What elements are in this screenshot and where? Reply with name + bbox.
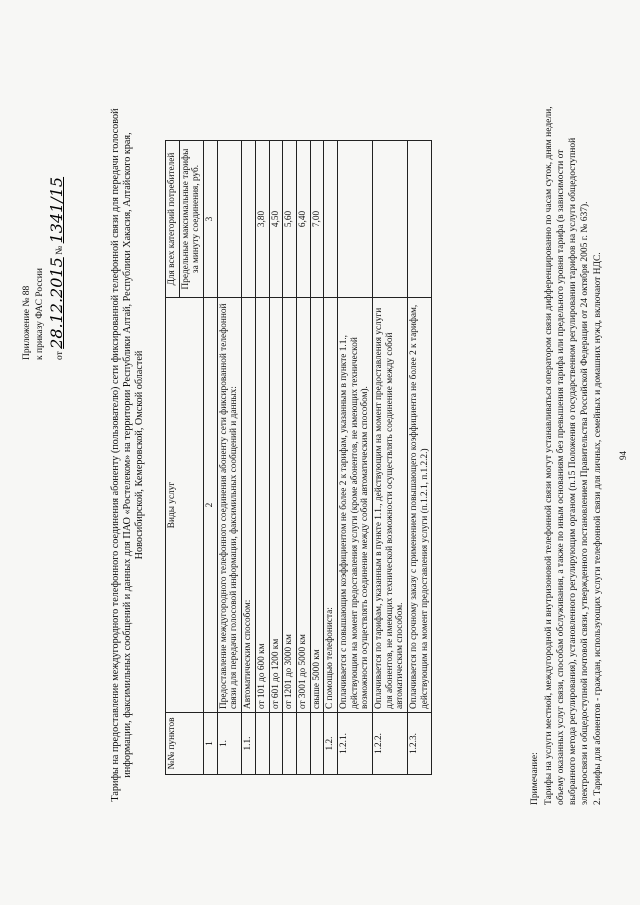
- table-row: [217, 141, 241, 775]
- service-description: С помощью телефониста:: [324, 298, 338, 713]
- service-description: Предоставление междугородного телефонного соединения абоненту сети фиксированной телефонной связи для передачи голосовой информации, факсимильных сообщений и данных:: [217, 298, 241, 713]
- item-number: [283, 713, 297, 775]
- table-header-row: [166, 141, 180, 775]
- tariff-value: 4,50: [269, 141, 283, 298]
- column-header-consumer-category: Для всех категорий потребителей: [166, 141, 180, 298]
- page-number: 94: [618, 451, 628, 460]
- tariff-value: [337, 141, 372, 298]
- item-number: [310, 713, 324, 775]
- item-number: 1.2.1.: [337, 713, 372, 775]
- tariff-value: [242, 141, 256, 298]
- tariff-value: [408, 141, 432, 298]
- tariff-table: [165, 140, 432, 775]
- table-row: [310, 141, 324, 775]
- column-index-row: [204, 141, 218, 775]
- column-header-max-tariff: Предельные максимальные тарифы за минуту соединения, руб.: [179, 141, 203, 298]
- tariff-value: 7,00: [310, 141, 324, 298]
- service-description: свыше 5000 км: [310, 298, 324, 713]
- item-number: 1.: [217, 713, 241, 775]
- order-reference-block: [22, 160, 68, 360]
- column-index: 2: [204, 298, 218, 713]
- tariff-value: 3,80: [255, 141, 269, 298]
- tariff-value: 6,40: [296, 141, 310, 298]
- table-row: [408, 141, 432, 775]
- service-description: Оплачивается по тарифам, указанным в пункте 1.1., действующим на момент предоставления услуги для абонентов, не имеющих технической возможности осуществлять соединение между собой автоматическим способом.: [373, 298, 408, 713]
- handwritten-date: 28.12.2015: [46, 257, 66, 349]
- handwritten-order-number: 1341/15: [46, 176, 66, 244]
- note-paragraph: Тарифы на услуги местной, междугородной и внутризоновой телефонной связи могут устанавливаться оператором связи дифференцированно по часам суток, дням недели, объему оказанных услуг связи, способам обслуживания, а также по иным основаниям без превышения тарифа или предельного уровня тарифа (в зависимости от выбранного метода регулирования), установленного регулирующим органом (п.15 Положения о государственном регулировании тарифов на услуги общедоступной электросвязи и общедоступной почтовой связи, утвержденного постановлением Правительства Российской Федерации от 24 октября 2005 г. № 637).: [543, 106, 590, 805]
- item-number: 1.2.3.: [408, 713, 432, 775]
- tariff-value: [373, 141, 408, 298]
- item-number: 1.1.: [242, 713, 256, 775]
- notes-section: [530, 105, 607, 805]
- tariff-value: 5,60: [283, 141, 297, 298]
- service-description: Автоматическим способом:: [242, 298, 256, 713]
- item-number: [255, 713, 269, 775]
- service-description: Оплачивается по срочному заказу с применением повышающего коэффициента не более 2 к тарифам, действующим на момент предоставления услуги (п.1.2.1, п.1.2.2.): [408, 298, 432, 713]
- column-index: 3: [204, 141, 218, 298]
- note-paragraph: 2. Тарифы для абонентов - граждан, использующих услуги телефонной связи для личных, семейных и домашних нужд, включают НДС.: [593, 252, 604, 805]
- appendix-number: Приложение № 88: [22, 285, 32, 360]
- date-prefix: от: [54, 351, 65, 360]
- column-index: 1: [204, 713, 218, 775]
- table-row: [324, 141, 338, 775]
- service-description: Оплачивается с повышающим коэффициентом не более 2 к тарифам, указанным в пункте 1.1., действующим на момент предоставления услуги (кроме абонентов, не имеющих технической возможности осуществлять соединение между собой автоматическим способом).: [337, 298, 372, 713]
- table-row: [255, 141, 269, 775]
- table-row: [283, 141, 297, 775]
- order-date-number-line: [48, 160, 66, 360]
- column-header-item-number: №№ пунктов: [166, 713, 204, 775]
- item-number: [296, 713, 310, 775]
- table-row: [337, 141, 372, 775]
- service-description: от 101 до 600 км: [255, 298, 269, 713]
- table-row: [242, 141, 256, 775]
- document-title: Тарифы на предоставление междугородного телефонного соединения абоненту (пользователю) сети фиксированной телефонной связи для передачи голосовой информации, факсимильных сообщений и данных для ПАО «Ростелеком» на территории Республики Алтай, Республики Хакасия, Алтайского края, Новосибирской, Кемеровской, Омской областей: [110, 108, 146, 802]
- item-number: 1.2.2.: [373, 713, 408, 775]
- table-row: [296, 141, 310, 775]
- tariff-value: [324, 141, 338, 298]
- service-description: от 601 до 1200 км: [269, 298, 283, 713]
- table-row: [373, 141, 408, 775]
- number-prefix: №: [54, 245, 65, 255]
- column-header-service-type: Виды услуг: [166, 298, 204, 713]
- service-description: от 1201 до 3000 км: [283, 298, 297, 713]
- service-description: от 3001 до 5000 км: [296, 298, 310, 713]
- item-number: [269, 713, 283, 775]
- table-row: [269, 141, 283, 775]
- tariff-value: [217, 141, 241, 298]
- order-reference: к приказу ФАС России: [34, 268, 45, 360]
- item-number: 1.2.: [324, 713, 338, 775]
- notes-heading: Примечание:: [530, 752, 540, 805]
